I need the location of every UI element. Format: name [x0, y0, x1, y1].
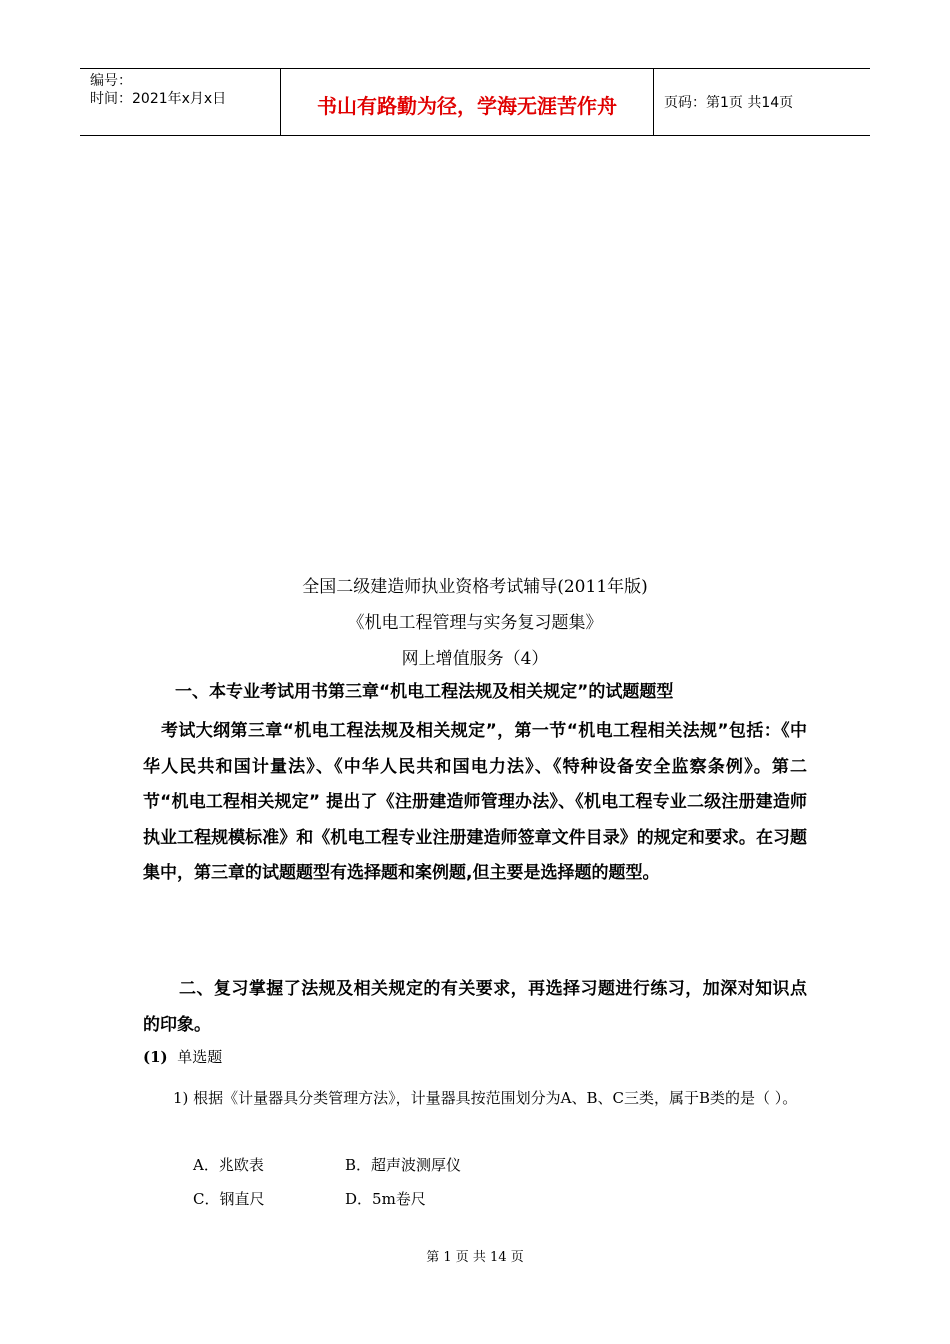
option-d: D．5m卷尺	[345, 1190, 426, 1208]
section-1-heading: 一、本专业考试用书第三章“机电工程法规及相关规定”的试题题型	[175, 682, 674, 702]
section-1-body: 考试大纲第三章“机电工程法规及相关规定”，第一节“机电工程相关法规”包括：《中华人民共和国计量法》、《中华人民共和国电力法》、《特种设备安全监察条例》。第二节“机电工程相关规定” 提出了《注册建造师管理办法》、《机电工程专业二级注册建造师执业工程规模标准》和《机电工程专业注册建造师签章文件目录》的规定和要求。在习题集中，第三章的试题题型有选择题和案例题,但主要是选择题的题型。	[143, 721, 807, 883]
question-type-number: (1)	[143, 1048, 168, 1066]
header-meta	[80, 69, 281, 135]
serial-label: 编号：	[90, 73, 132, 89]
section-2-body: 二、复习掌握了法规及相关规定的有关要求，再选择习题进行练习，加深对知识点的印象。	[143, 979, 807, 1035]
doc-title-line-1: 全国二级建造师执业资格考试辅导(2011年版)	[302, 577, 648, 597]
document-header	[80, 68, 870, 136]
header-page-info: 页码：第1页 共14页	[664, 95, 794, 111]
question-stem: 1) 根据《计量器具分类管理方法》，计量器具按范围划分为A、B、C三类，属于B类的是（ ）。	[173, 1089, 798, 1107]
option-a: A．兆欧表	[193, 1156, 264, 1174]
question-type-label	[143, 1046, 807, 1067]
doc-title-line-3: 网上增值服务（4）	[401, 649, 549, 669]
doc-title-line-2: 《机电工程管理与实务复习题集》	[347, 613, 603, 633]
option-b: B．超声波测厚仪	[345, 1156, 462, 1174]
option-c: C．钢直尺	[193, 1190, 265, 1208]
header-motto: 书山有路勤为径，学海无涯苦作舟	[281, 69, 654, 135]
page-footer: 第 1 页 共 14 页	[426, 1250, 524, 1265]
time-label: 时间：2021年x月x日	[90, 91, 227, 107]
question-type-text: 单选题	[177, 1048, 223, 1066]
